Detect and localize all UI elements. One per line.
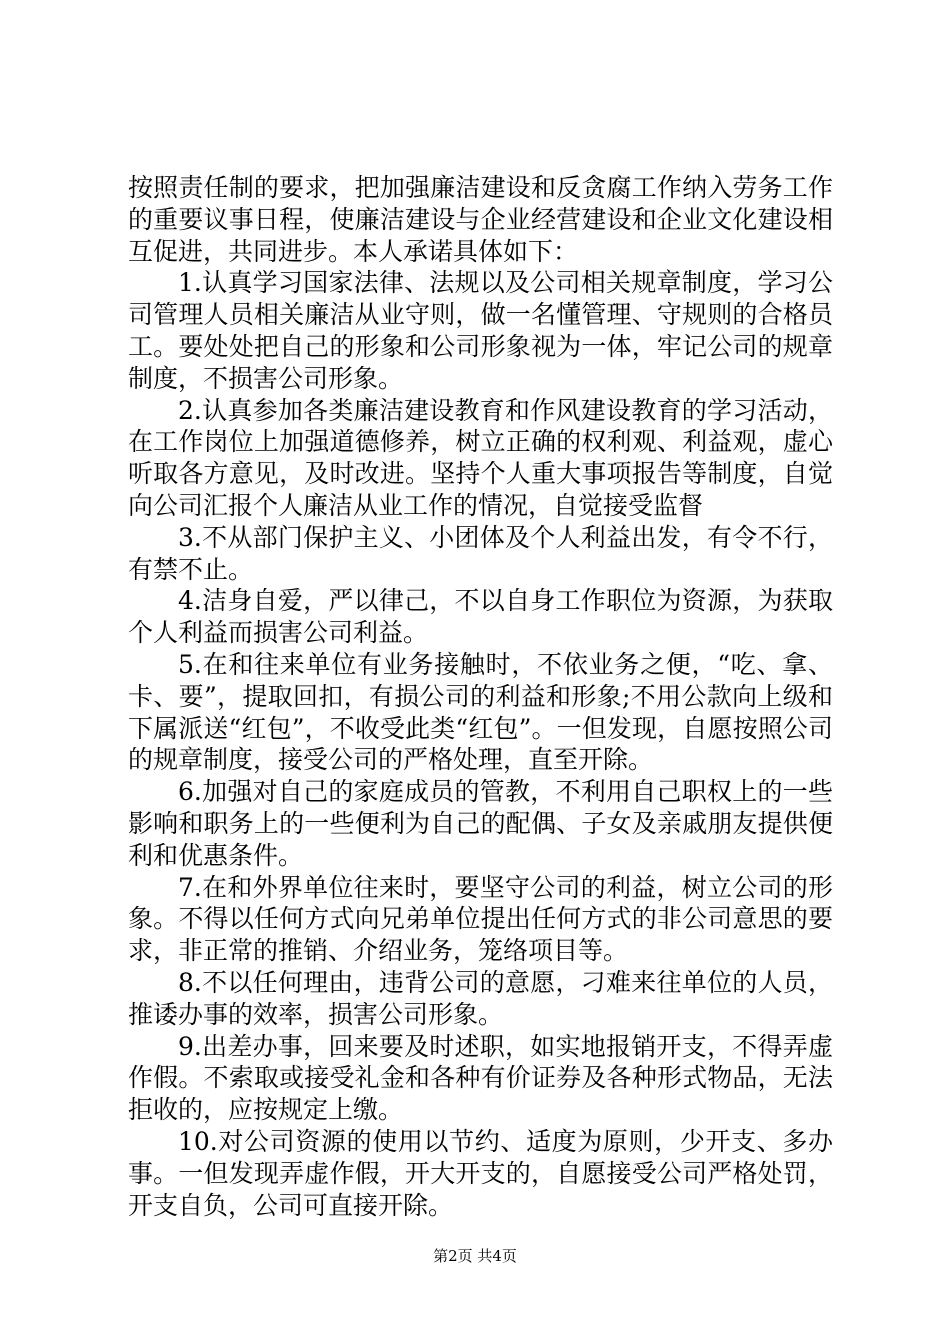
paragraph-intro: 按照责任制的要求，把加强廉洁建设和反贪腐工作纳入劳务工作的重要议事日程，使廉洁建设与企业经营建设和企业文化建设相互促进，共同进步。本人承诺具体如下： (128, 173, 833, 266)
paragraph-item-3: 3.不从部门保护主义、小团体及个人利益出发，有令不行，有禁不止。 (128, 522, 833, 584)
document-body (128, 172, 833, 1221)
paragraph-item-1: 1.认真学习国家法律、法规以及公司相关规章制度，学习公司管理人员相关廉洁从业守则，做一名懂管理、守规则的合格员工。要处处把自己的形象和公司形象视为一体，牢记公司的规章制度，不损害公司形象。 (128, 268, 833, 393)
paragraph-item-8: 8.不以任何理由，违背公司的意愿，刁难来往单位的人员，推诿办事的效率，损害公司形象。 (128, 967, 833, 1029)
paragraph-item-4: 4.洁身自爱，严以律己，不以自身工作职位为资源，为获取个人利益而损害公司利益。 (128, 586, 833, 648)
paragraph-item-9: 9.出差办事，回来要及时述职，如实地报销开支，不得弄虚作假。不索取或接受礼金和各种有价证券及各种形式物品，无法拒收的，应按规定上缴。 (128, 1031, 833, 1125)
paragraph-item-5: 5.在和往来单位有业务接触时，不依业务之便，“吃、拿、卡、要”，提取回扣，有损公司的利益和形象;不用公款向上级和下属派送“红包”，不收受此类“红包”。一但发现，自愿按照公司的规章制度，接受公司的严格处理，直至开除。 (128, 649, 833, 775)
page-number-footer: 第2页 共4页 (433, 1247, 517, 1265)
paragraph-item-6: 6.加强对自己的家庭成员的管教，不利用自己职权上的一些影响和职务上的一些便利为自己的配偶、子女及亲戚朋友提供便利和优惠条件。 (128, 777, 833, 870)
paragraph-item-7: 7.在和外界单位往来时，要坚守公司的利益，树立公司的形象。不得以任何方式向兄弟单位提出任何方式的非公司意思的要求，非正常的推销、介绍业务，笼络项目等。 (128, 872, 833, 966)
paragraph-item-2: 2.认真参加各类廉洁建设教育和作风建设教育的学习活动，在工作岗位上加强道德修养，树立正确的权利观、利益观，虚心听取各方意见，及时改进。坚持个人重大事项报告等制度，自觉向公司汇报个人廉洁从业工作的情况，自觉接受监督 (128, 395, 833, 520)
paragraph-item-10: 10.对公司资源的使用以节约、适度为原则，少开支、多办事。一但发现弄虚作假，开大开支的，自愿接受公司严格处罚，开支自负，公司可直接开除。 (128, 1126, 833, 1220)
